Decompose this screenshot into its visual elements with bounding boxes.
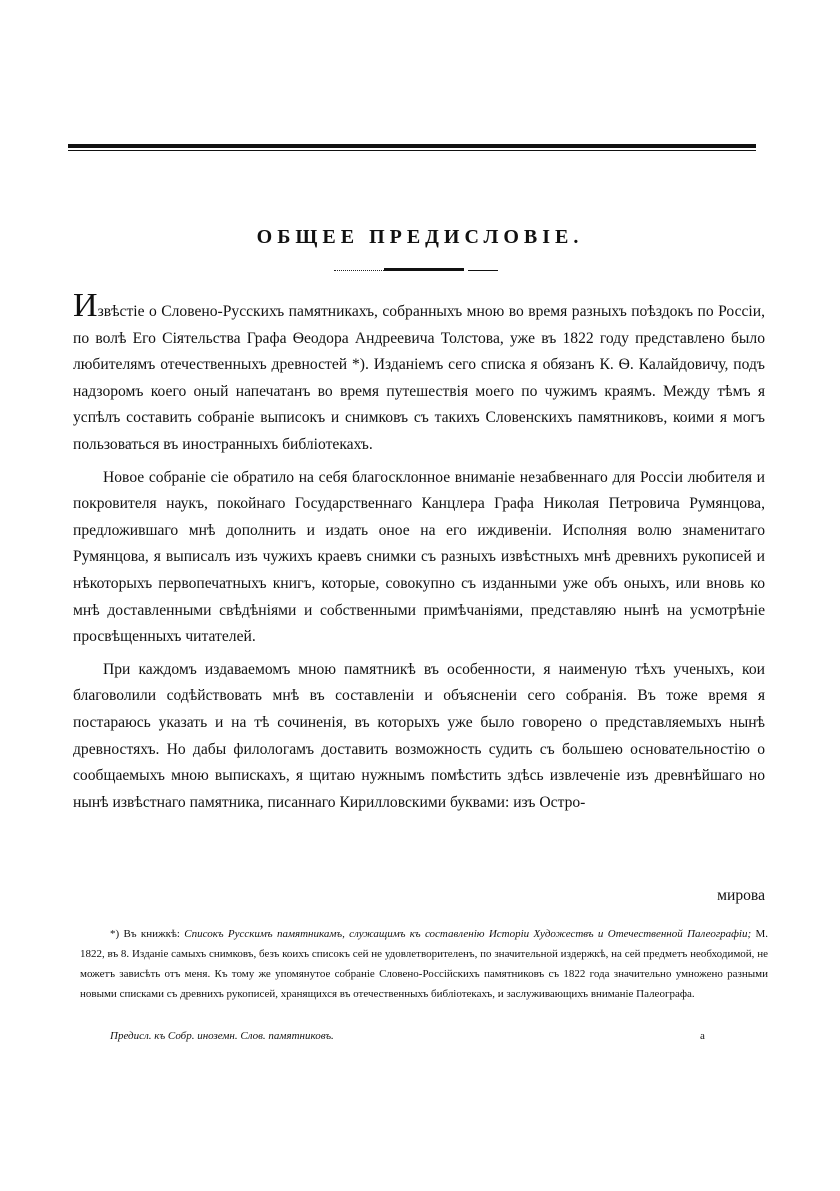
ornament-tail bbox=[468, 270, 498, 271]
page-title: ОБЩЕЕ ПРЕДИСЛОВІЕ. bbox=[256, 226, 584, 248]
continuation-word: мирова bbox=[717, 887, 765, 904]
footnote bbox=[80, 924, 768, 1004]
thick-rule bbox=[68, 144, 756, 148]
ornament-bar bbox=[384, 268, 464, 271]
footnote-lead: Въ книжкѣ: bbox=[123, 928, 180, 940]
signature-mark: а bbox=[700, 1030, 705, 1042]
footnote-mark: *) bbox=[110, 928, 120, 940]
thin-rule bbox=[68, 150, 756, 151]
paragraph-3: При каждомъ издаваемомъ мною памятникѣ въ особенности, я наименую тѣхъ ученыхъ, кои благоволили содѣйствовать мнѣ въ составленіи и объясненіи сего собранія. Въ тоже время я постараюсь указать и на тѣ сочиненія, въ которыхъ уже было говорено о представляемыхъ нынѣ древностяхъ. Но дабы филологамъ доставить возможность судить съ большею основательностію о сообщаемыхъ мною выпискахъ, я щитаю нужнымъ помѣстить здѣсь извлеченіе изъ древнѣйшаго но нынѣ извѣстнаго памятника, писаннаго Кирилловскими буквами: изъ Остро- bbox=[73, 660, 765, 811]
body-text bbox=[73, 287, 765, 816]
paragraph-1-text: звѣстіе о Словено-Русскихъ памятникахъ, собранныхъ мною во время разныхъ поѣздокъ по Россіи, по волѣ Его Сіятельства Графа Ѳеодора Андреевича Толстова, уже въ 1822 году представлено было любителямъ отечественныхъ древностей *). Изданіемъ сего списка я обязанъ К. Ѳ. Калайдовичу, подъ надзоромъ коего оный напечатанъ во время путешествія моего по чужимъ краямъ. Между тѣмъ я успѣлъ составить собраніе выписокъ и снимковъ съ такихъ Словенскихъ памятниковъ, коими я могъ пользоваться въ иностранныхъ библіотекахъ. bbox=[73, 303, 765, 453]
footnote-rest: М. 1822, въ 8. Изданіе самыхъ снимковъ, безъ коихъ списокъ сей не удовлетворителенъ, по значительной издержкѣ, на сей предметъ необходимой, не можетъ зависѣть отъ меня. Къ тому же упомянутое собраніе Словено-Россійскихъ памятниковъ съ 1822 года значительно умножено разными новыми списками съ древнихъ рукописей, хранящихся въ отечественныхъ библіотекахъ, и заслуживающихъ вниманіе Палеографа. bbox=[80, 928, 769, 1000]
paragraph-1 bbox=[73, 287, 765, 459]
drop-cap: И bbox=[73, 287, 98, 324]
signature-line: Предисл. къ Собр. иноземн. Слов. памятниковъ. bbox=[110, 1030, 334, 1042]
ornament-dots bbox=[334, 270, 384, 271]
footnote-title: Списокъ Русскимъ памятникамъ, служащимъ къ составленію Исторіи Художествъ и Отечественной Палеографіи; bbox=[184, 928, 752, 940]
top-double-rule bbox=[68, 144, 756, 154]
title-ornament bbox=[334, 268, 498, 272]
paragraph-2: Новое собраніе сіе обратило на себя благосклонное вниманіе незабвеннаго для Россіи любителя и покровителя наукъ, покойнаго Государственнаго Канцлера Графа Николая Петровича Румянцова, предложившаго мнѣ дополнить и издать оное на его иждивеніи. Исполняя волю знаменитаго Румянцова, я выписалъ изъ чужихъ краевъ снимки съ разныхъ извѣстныхъ мнѣ древнихъ рукописей и нѣкоторыхъ первопечатныхъ книгъ, которые, совокупно съ изданными уже объ оныхъ, или вновь ко мнѣ доставленными свѣдѣніями и собственными примѣчаніями, представляю нынѣ на усмотрѣніе просвѣщенныхъ читателей. bbox=[73, 468, 765, 646]
